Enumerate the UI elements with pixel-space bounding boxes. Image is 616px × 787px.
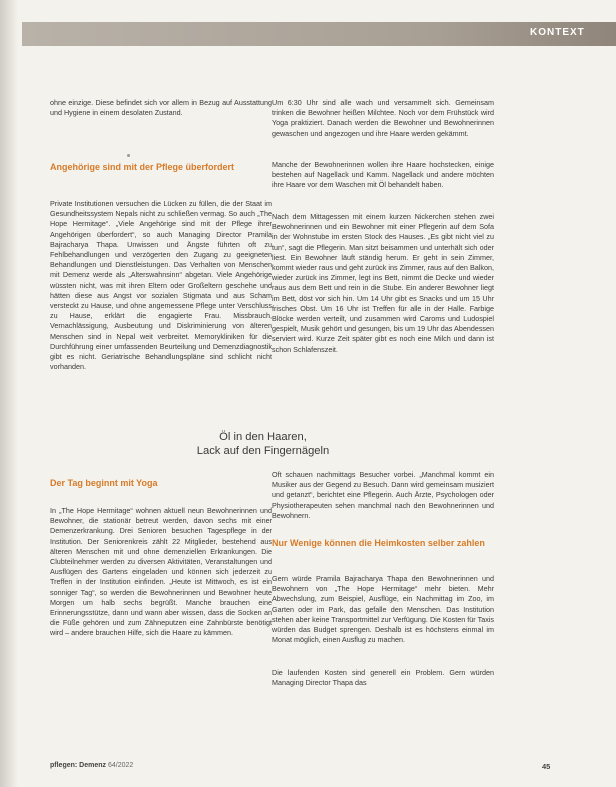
- footer-magazine: [50, 762, 133, 769]
- paragraph-morning: Um 6:30 Uhr sind alle wach und versammelt sich. Gemeinsam trinken die Bewohner heißen Milchtee. Noch vor dem Frühstück wird Yoga praktiziert. Danach werden die Bewohner und Bewohnerinnen gewaschen und angezogen und ihre Haare werden gekämmt.: [272, 98, 494, 138]
- magazine-issue: 64/2022: [107, 762, 134, 769]
- pull-quote: [168, 428, 358, 460]
- paragraph-private-institutions: Private Institutionen versuchen die Lücken zu füllen, die der Staat im Gesundheitssystem Nepals nicht zu schließen vermag. So auch „The Hope Hermitage“. „Viele Angehörige sind mit der Pflege ihrer Angehörigen überfordert“, so auch Managing Director Pramila Bajracharya Thapa. Unwissen und Ängste führten oft zu Fehlbehandlungen und verzögerten den Zugang zu geeigneten Behandlungen und Dienstleistungen. Das Verhalten von Menschen mit Demenz werde als „Alterswahnsinn“ abgetan. Viele Angehörige wüssten nicht, was mit ihren Eltern oder Großeltern geschehe und hätten diese aus Angst vor sozialen Stigmata und aus Scham versteckt zu Hause, und ohne angemessene Pflege unter Verschluss zu Hause, erklärt die engagierte Frau. Missbrauch, Vernachlässigung, Ausbeutung und Diskriminierung von älteren Menschen sind in Nepal weit verbreitet. Memorykliniken für die Durchführung einer umfassenden Beurteilung und Demenzdiagnostik gibt es nicht. Geriatrische Behandlungspläne sind schlicht nicht vorhanden.: [50, 199, 272, 372]
- scan-edge-shadow: [0, 0, 18, 787]
- heading-heimkosten: Nur Wenige können die Heimkosten selber zahlen: [272, 538, 485, 548]
- header-bar: [22, 22, 616, 46]
- bullet-dot: [127, 154, 130, 157]
- paragraph-hair: Manche der Bewohnerinnen wollen ihre Haare hochstecken, einige bestehen auf Nagellack und Kamm. Nagellack und andere möchten ihre Haare vor dem Waschen mit Öl behandelt haben.: [272, 160, 494, 190]
- magazine-name: pflegen: Demenz: [50, 762, 107, 769]
- intro-paragraph: ohne einzige. Diese befindet sich vor allem in Bezug auf Ausstattung und Hygiene in einem desolaten Zustand.: [50, 98, 272, 118]
- paragraph-running-costs: Die laufenden Kosten sind generell ein Problem. Gern würden Managing Director Thapa das: [272, 668, 494, 688]
- pull-quote-line-1: Öl in den Haaren,: [219, 431, 307, 443]
- paragraph-afternoon: Nach dem Mittagessen mit einem kurzen Nickerchen stehen zwei Bewohnerinnen und ein Bewohner mit einer Pflegerin auf dem Sofa in der Wohnstube im ersten Stock des Hauses. „Es gibt nicht viel zu tun“, sagt die Pflegerin. Man sitzt beisammen und unterhält sich oder liest. Ein Bewohner läuft ständig herum. Er geht in sein Zimmer, kommt wieder raus und geht zurück ins Zimmer, raus auf den Balkon, wieder zurück ins Zimmer, legt ins Bett, nimmt die Decke und wieder raus aus dem Bett und rein in die Stube. Ein anderer Bewohner liegt im Bett, döst vor sich hin. Um 14 Uhr gibt es Snacks und um 15 Uhr frisches Obst. Um 16 Uhr ist Treffen für alle in der Halle. Farbige Blöcke werden verteilt, und zusammen wird Caroms und Ludospiel gespielt, Musik gehört und gesungen, bis um 19 Uhr das Abendessen serviert wird. Kurze Zeit später gibt es noch eine Milch und dann ist schon Schlafenszeit.: [272, 212, 494, 354]
- paragraph-hope-hermitage: In „The Hope Hermitage“ wohnen aktuell neun Bewohnerinnen und Bewohner, die stationär betreut werden, davon sechs mit einer Demenzerkrankung. Drei Senioren besuchen Tagespflege in der Institution. Der Seniorenkreis zählt 22 Mitglieder, bestehend aus älteren Menschen mit und ohne demenziellen Erkrankungen. Die Clubteilnehmer werden zu diversen Aktivitäten, Veranstaltungen und Ausflügen des Gartens eingeladen und können sich jederzeit zu Treffen in der Institution einfinden. „Heute ist Mittwoch, es ist ein sonniger Tag“, so werden die Bewohnerinnen und Bewohner heute Morgen um halb sechs begrüßt. Manche brauchen eine Erinnerungsstütze, dann und wann aber wissen, dass die Socken an die Füße gehören und zum Zähneputzen eine Zahnbürste benötigt wird – andere brauchen Hilfe, sich die Haare zu kämmen.: [50, 506, 272, 638]
- section-tag: KONTEXT: [530, 27, 585, 38]
- paragraph-costs: Gern würde Pramila Bajracharya Thapa den Bewohnerinnen und Bewohnern von „The Hope Hermitage“ mehr bieten. Mehr Abwechslung, zum Beispiel, Ausflüge, ein Nachmittag im Zoo, im Garten oder im Park, das gefalle den Menschen. Das Institution stehen aber keine Transportmittel zur Verfügung. Die Kosten für Taxis würden das Budget sprengen. Deshalb ist es höchstens einmal im Monat möglich, einen Ausflug zu machen.: [272, 574, 494, 645]
- pull-quote-line-2: Lack auf den Fingernägeln: [196, 445, 330, 457]
- heading-angehoerige: Angehörige sind mit der Pflege überfordert: [50, 162, 235, 172]
- page-number: 45: [542, 762, 551, 771]
- paragraph-visitors: Oft schauen nachmittags Besucher vorbei. „Manchmal kommt ein Musiker aus der Gegend zu Besuch. Dann wird gemeinsam musiziert und getanzt“, berichtet eine Pflegerin. Auch Ärzte, Psychologen oder Physiotherapeuten sehen manchmal nach den Bewohnerinnen und Bewohnern.: [272, 470, 494, 520]
- heading-tag-beginnt: Der Tag beginnt mit Yoga: [50, 478, 158, 488]
